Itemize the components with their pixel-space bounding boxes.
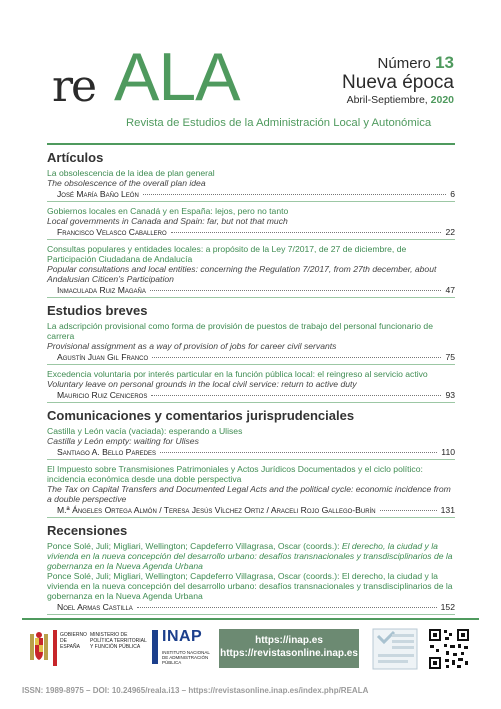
inap-logo: [152, 628, 212, 668]
footer-divider: [22, 618, 479, 620]
issn-doi-line: ISSN: 1989-8975 – DOI: 10.24965/reala.i13 – https://revistasonline.inap.es/index.php/REALA: [22, 686, 369, 695]
footer-logo-band: [22, 618, 479, 678]
dot-leader: [151, 395, 441, 396]
logo-ala: ALA: [114, 39, 240, 115]
toc-entry[interactable]: [47, 244, 455, 298]
issue-period: [342, 95, 454, 106]
logo-re: re: [52, 61, 96, 112]
entry-title-en: Castilla y León empty: waiting for Ulises: [47, 436, 199, 446]
entry-author-line: [47, 227, 455, 237]
url-revistas-link[interactable]: https://revistasonline.inap.es: [220, 648, 358, 659]
review-authors: Ponce Solé, Juli; Migliari, Wellington; Capdeferro Villagrasa, Oscar (coords.):: [47, 541, 340, 551]
entry-title-en: Local governments in Canada and Spain: far, but not that much: [47, 216, 288, 226]
entry-page: 75: [445, 352, 455, 362]
entry-author: Francisco Velasco Caballero: [57, 227, 167, 237]
entry-title-es[interactable]: La adscripción provisional como forma de provisión de puestos de trabajo del personal funcionario de carrera: [47, 321, 433, 341]
entry-page: 152: [440, 602, 455, 612]
toc-entry[interactable]: [47, 369, 455, 403]
entry-author-line: [47, 189, 455, 199]
journal-subtitle: Revista de Estudios de la Administración Local y Autonómica: [126, 117, 432, 129]
reala-logo: [52, 39, 272, 115]
entry-page: 22: [445, 227, 455, 237]
entry-author: José María Baño León: [57, 189, 139, 199]
ministerio-text: MINISTERIO DE POLÍTICA TERRITORIAL Y FUNCIÓN PÚBLICA: [90, 632, 147, 650]
section-heading-articulos: Artículos: [47, 150, 104, 165]
dot-leader: [137, 607, 437, 608]
toc-entry[interactable]: [47, 206, 455, 240]
entry-author-line: [47, 390, 455, 400]
entry-author: Mauricio Ruiz Ceniceros: [57, 390, 148, 400]
entry-title-en: The Tax on Capital Transfers and Documented Legal Acts and the political cycle: economic incidence from a double perspective: [47, 484, 451, 504]
table-of-contents: [47, 150, 455, 619]
review-ref-2[interactable]: [47, 571, 455, 601]
toc-entry[interactable]: [47, 541, 455, 615]
gobierno-logo: [28, 630, 148, 670]
toc-entry[interactable]: [47, 168, 455, 202]
coat-of-arms-icon: [28, 630, 50, 666]
entry-title-en: The obsolescence of the overall plan idea: [47, 178, 206, 188]
section-heading-estudios: Estudios breves: [47, 303, 148, 318]
entry-title-en: Provisional assignment as a way of provision of jobs for career civil servants: [47, 341, 337, 351]
quality-seal-icon: [372, 628, 418, 670]
toc-entry[interactable]: [47, 426, 455, 460]
entry-author: Agustín Juan Gil Franco: [57, 352, 149, 362]
entry-author-line: [47, 447, 455, 457]
url-box: [219, 629, 359, 668]
toc-entry[interactable]: [47, 464, 455, 518]
entry-author: Inmaculada Ruiz Magaña: [57, 285, 146, 295]
review-title: El derecho, la ciudad y la vivienda en la nueva concepción del desarrollo urbano: desafíos transnacionales y transdisciplinarios de la gobernanza en la Nueva Agenda Urbana: [47, 571, 453, 601]
entry-title-es[interactable]: La obsolescencia de la idea de plan general: [47, 168, 215, 178]
entry-title-es[interactable]: El Impuesto sobre Transmisiones Patrimoniales y Actos Jurídicos Documentados y el ciclo político: incidencia económica desde una doble perspectiva: [47, 464, 423, 484]
entry-author-line: [47, 285, 455, 295]
dot-leader: [152, 357, 441, 358]
entry-title-es[interactable]: Excedencia voluntaria por interés particular en la función pública local: el reingreso al servicio activo: [47, 369, 428, 379]
issue-period-text: Abril-Septiembre,: [346, 94, 428, 106]
entry-page: 110: [441, 447, 455, 457]
inap-name: INAP: [162, 628, 203, 645]
review-ref-1[interactable]: [47, 541, 455, 571]
entry-author: Santiago A. Bello Paredes: [57, 447, 157, 457]
dot-leader: [380, 510, 437, 511]
issue-info: [342, 54, 454, 106]
toc-entry[interactable]: [47, 321, 455, 365]
entry-title-en: Voluntary leave on personal grounds in the local civil service: return to active duty: [47, 379, 357, 389]
entry-title-es[interactable]: Gobiernos locales en Canadá y en España: lejos, pero no tanto: [47, 206, 289, 216]
issue-epoch: Nueva época: [342, 72, 454, 93]
issue-number-value: 13: [435, 53, 454, 72]
entry-page: 93: [445, 390, 455, 400]
dot-leader: [171, 232, 442, 233]
dot-leader: [150, 290, 442, 291]
entry-author-line: [47, 352, 455, 362]
issue-period-year: 2020: [430, 94, 454, 106]
header-divider: [47, 143, 455, 145]
dot-leader: [160, 452, 437, 453]
dot-leader: [143, 194, 446, 195]
review-title: El derecho, la ciudad y la vivienda en la nueva concepción del desarrollo urbano: desafíos transnacionales y transdisciplinarios de la gobernanza en la Nueva Agenda Urbana: [47, 541, 453, 571]
inap-mark-icon: [152, 630, 158, 664]
issue-number-label: Número: [377, 55, 431, 72]
qr-code-icon: [427, 627, 471, 671]
flag-strip: [53, 630, 57, 666]
section-heading-comunicaciones: Comunicaciones y comentarios jurisprudenciales: [47, 408, 355, 423]
entry-title-en: Popular consultations and local entities: concerning the Regulation 7/2017, from 27th december, about Andalusian Citicen’s Participation: [47, 264, 437, 284]
entry-page: 6: [450, 189, 455, 199]
issue-number: [342, 54, 454, 71]
section-heading-recensiones: Recensiones: [47, 523, 128, 538]
entry-page: 47: [445, 285, 455, 295]
entry-author-line: [47, 602, 455, 612]
entry-author-line: [47, 505, 455, 515]
entry-author: Noel Armas Castilla: [57, 602, 133, 612]
entry-page: 131: [440, 505, 455, 515]
gobierno-text: GOBIERNO DE ESPAÑA: [60, 632, 87, 650]
entry-title-es[interactable]: Consultas populares y entidades locales: a propósito de la Ley 7/2017, de 27 de diciembre, de Participación Ciudadana de Andalucía: [47, 244, 407, 264]
inap-fullname: INSTITUTO NACIONAL DE ADMINISTRACIÓN PÚBLICA: [162, 650, 210, 665]
entry-author: M.ª Ángeles Ortega Almón / Teresa Jesús Vílchez Ortiz / Araceli Rojo Gallego-Burín: [57, 505, 376, 515]
entry-title-es[interactable]: Castilla y León vacía (vaciada): esperando a Ulises: [47, 426, 243, 436]
review-authors: Ponce Solé, Juli; Migliari, Wellington; Capdeferro Villagrasa, Oscar (coords.):: [47, 571, 340, 581]
url-inap-link[interactable]: https://inap.es: [255, 635, 323, 646]
